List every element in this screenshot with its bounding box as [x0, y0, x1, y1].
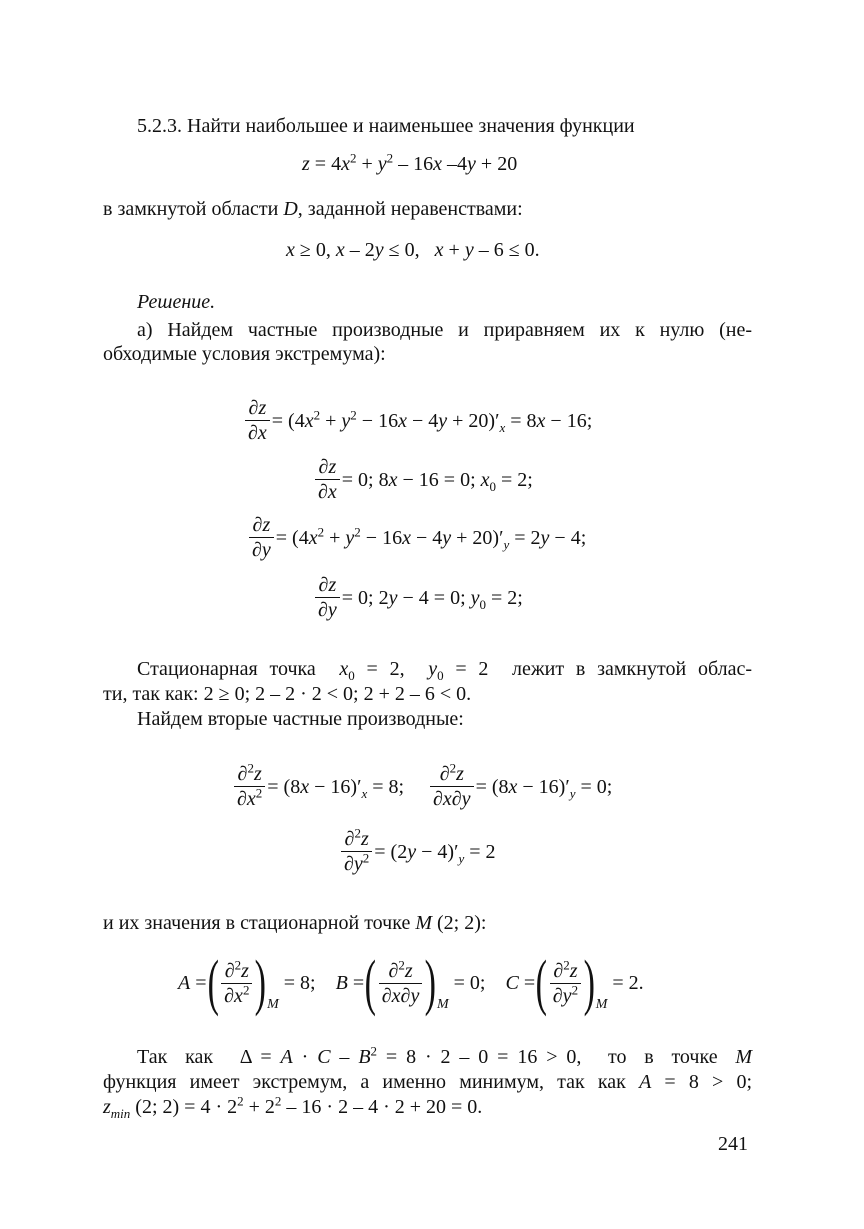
eq-d2zdxdy: $\frac{\partial^2z}{\partial x\partial y}$ = $(8x - 16)'_y = 0$; [428, 762, 612, 811]
function-equation: $z = 4x^2 + y^2 - 16x$ –4y + 20 [302, 150, 518, 175]
eq-d2zdy2: $\frac{\partial^2z}{\partial y^2}$ = $(2y - 4)'_y = 2$ [339, 827, 496, 876]
stationary-line2: ти, так как: 2 ≥ 0; 2 – 2 · 2 < 0; 2 + 2 – 6 < 0. [103, 683, 472, 705]
values-text: и их значения в стационарной точке M (2; 2): [103, 912, 487, 934]
eq-abc: A =( $\frac{\partial^2z}{\partial x^2}$ )M = 8; B =( $\frac{\partial^2z}{\partial x\partial y}$ )M = 0; C =( $\frac{\partial^2z}{\partial y^2}$ )M = 2. [178, 949, 644, 1017]
eq-d2zdx2: $\frac{\partial^2z}{\partial x^2}$ = $(8x - 16)'_x = 8$; [232, 762, 404, 811]
page-number: 241 [718, 1133, 748, 1155]
step-a-line2: обходимые условия экстремума): [103, 343, 386, 365]
step-a-line1: а) Найдем частные производные и приравняем их к нулю (не- [137, 319, 752, 341]
eq-dzdy-zero: $\frac{\partial z}{\partial y}$ = 0; 2y − 4 = 0; $y_0 = 2$; [313, 573, 523, 622]
conclusion-line3: $z_{min}$ (2; $2) = 4 \cdot 2^2 + 2^2 - 16 \cdot 2 - 4 \cdot 2 + 20 = 0$. [103, 1093, 483, 1121]
problem-header: 5.2.3. Найти наибольшее и наименьшее значения функции [137, 115, 635, 137]
conclusion-line2: функция имеет экстремум, а именно минимум, так как A = 8 > 0; [103, 1071, 752, 1093]
eq-dzdy: $\frac{\partial z}{\partial y}$ = $(4x^2 + y^2 - 16x - 4y + 20)'_y = 2y - 4$; [247, 513, 586, 562]
second-deriv-text: Найдем вторые частные производные: [137, 708, 464, 730]
stationary-line1: Стационарная точка $x_0 = 2$, $y_0 = 2$ лежит в замкнутой облас- [137, 658, 753, 683]
region-text: в замкнутой области D, заданной неравенствами: [103, 198, 523, 220]
solution-label: Решение. [137, 291, 216, 313]
conclusion-line1: Так как $\Delta = A \cdot C - B^2 = 8 \cdot 2 - 0 = 16 > 0$, то в точке M [137, 1043, 753, 1068]
eq-dzdx-zero: $\frac{\partial z}{\partial x}$ = 0; 8x − 16 = 0; $x_0 = 2$; [313, 455, 533, 504]
inequalities: x ≥ 0, x – 2y ≤ 0, x + y – 6 ≤ 0. [286, 239, 540, 261]
eq-dzdx: $\frac{\partial z}{\partial x}$ = $(4x^2 + y^2 - 16x - 4y + 20)'_x = 8x - 16$; [243, 396, 592, 445]
